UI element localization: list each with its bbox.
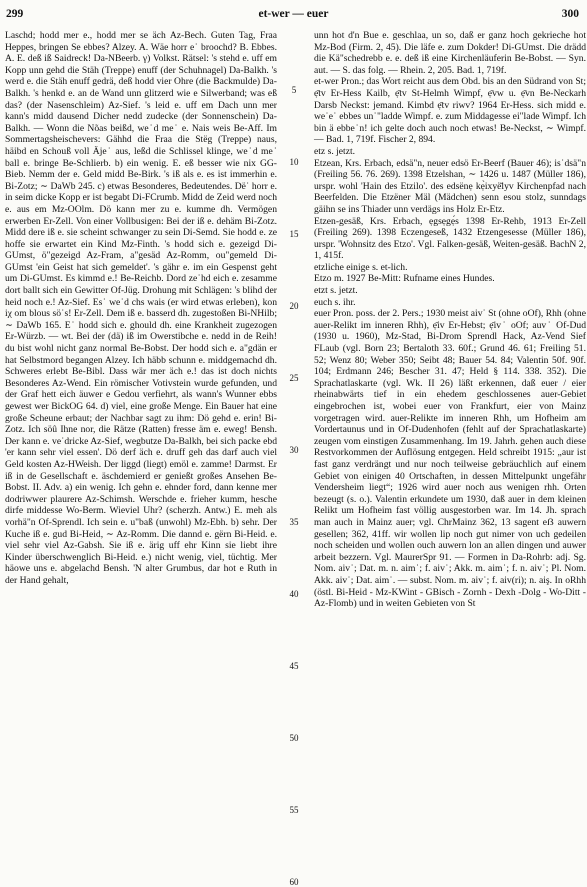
entry-etzen-gesaess: Etzen-gesäß, Krs. Erbach, ẹgsẹgẹ́s 1398 Er-Rehb, 1913 Er-Zell (Freiling 269). 1398 Eczengeseß, 1432 Etzengesesse (Müller 186), urspr. 'Wohnsitz des Etzo'. Vgl. Falken-gesäß, Weiten-gesäß. BachN 2, 1, 415f. <box>314 215 586 262</box>
line-number: 50 <box>289 733 299 743</box>
line-number: 30 <box>289 445 299 455</box>
entry-etzo: Etzo m. 1927 Be-Mitt: Rufname eines Hundes. <box>314 273 495 285</box>
left-column <box>5 30 277 587</box>
line-number-gutter <box>282 30 306 887</box>
right-column <box>314 30 586 610</box>
entry-euch: euch s. ihr. <box>314 296 356 308</box>
entry-etzean: Etzean, Krs. Erbach, edsä"n, neuer edsö Er-Beerf (Bauer 46); is˙dsä"n (Freiling 56. 76. 269). 1398 Etzelshan, ∼ 1426 u. 1487 (Müller 186), urspr. wohl 'Hain des Etzilo'. des edsënẹ kẹ̀ixyë̄lyv Kirchenpfad nach Beerfelden. Die Etzëner Mäl (Mädchen) senn esou stolz, sunndags gäihn se ins Thiader unn verdägs ins Holz Er-Etz. <box>314 157 586 215</box>
line-number: 45 <box>289 661 299 671</box>
line-number: 55 <box>289 805 299 815</box>
page-number-left: 299 <box>6 8 24 20</box>
line-number: 10 <box>289 157 299 167</box>
page-header <box>0 8 587 26</box>
line-number: 60 <box>289 877 299 887</box>
left-paragraph: Laschd; hodd mer e., hodd mer se äch Az-Bech. Guten Tag, Fraa Heppes, bringen Se ebbes? Alzey. A. Wäe horr e˙ broochd? B. Ebbes. A. E. deß iß Saidreck! Da-NBeerb. γ) Volkst. Rätsel: 's stehd e. uff em Kopp unn gehd die Stäh (Treppe) enuff (der Schuhnagel) Da-Balkh. 's werd e. die Stäh enuff gedrä, deß hodd vier Ohre (die Backmulde) Da-Balkh. 's henkd e. an de Wand unn glitzerd wie e Silwerband; was eß das? (der Nasenschleim) Az-Sief. 's leid e. uff em Dach unn mer kann's midd dausend Dicher nedd zudecke (der Sonnenschein) Da-Balkh. — Wonn die Nõas beißd, we˙d me˙ e. Nais weis Be-Aff. Im Sommertagsheischevers: Gähhd die Fraa die Stëg (Treppe) naus, häibd en Schouß voll Äje˙ aus, leßd die Schlissel klinge, we˙d me˙ ball e. bringe Be-Schlierb. b) ein wenig. E. eß besser wie nix GG-Bieb. Nemm der e. Geld midd Be-Birk. 's iß als e. es ist immerhin e. Bi-Zotz; ∼ DaWb 245. c) etwas Besonderes, Bedeutendes. Dë˙ horr e. in seim dicke Kopp er ist begabt Di-FCrumb. Midd de Zeid werd noch e. aus em Mz-OOlm. Dö kann mer zu e. kumme dh. Vermögen erwerben Er-Zell. Von einer Vollbusigen: Bei der iß e. dehäm Bi-Zotz. Midd dere iß e. sie scheint schwanger zu sein Di-Semd. Sie hodd e. ze hoffe sie erwartet ein Kind Mz-Finth. 's hodd sich e. gezeigd Di-GUmst, ö"gezeigd Az-Fram, a"gesäd Az-Romm, ou"gemeld Di-GUmst 'ein Geist hat sich gemeldet'. 's gähr e. im ein Gespenst geht um Di-GUmst. Es kimmd e.! Be-Reichb. Dord ze˙hd eich e. zesamme dort ballt sich ein Gewitter Of-Jüg. Drohung mit Schlägen: 's blihd der heid noch e.! Az-Sief. Es˙ we˙d chs wais (er wird etwas erleben), kon iχ om blous sö˙s! Er-Zell. Dem iß e. basserd dh. zugestoßen Bi-NHilb; ∼ DaWb 165. E˙ hodd sich e. ghould dh. eine Krankheit zugezogen Er-Würzb. — wt. Bei der (dä) iß im Owerstibche e. nedd in de Reih! du bist wohl nicht ganz normal Be-Bobst. Der hodd sich e. a"gdän er hat Selbstmord begangen Alzey. Ich häbb schunn e. middgemachd dh. Schweres erlebt Be-Bibl. Dass wär mer äch e.! das ist doch nichts Besonderes Az-Wend. Ein römischer Votivstein wurde gefunden, und der Graf hett eich äuwer e Gedou verfiehrt, als wann's Wunner ebbs gewest wer BickOG 64. d) viel, eine große Menge. Ein Bauer hat eine große Scheune erbaut; der Nachbar sagt zu ihm: Dö gehd e. erin! Bi-Zotz. Ich söû Ihne nor, die Rätze (Ratten) fresse äm e. eweg! Bensh. Der kann e. ve˙dricke Az-Sief, wegbutze Da-Balkh, bei sich packe ebd 'er kann sehr viel essen'. Dö derf äch e. druff geh das darf auch viel Geld kosten Az-HWeish. Der liggd (liegt) emöl e. zamme! Darmst. Er iß in de Gesellschaft e. äschdemierd er genießt großes Ansehen Be-Bobst. II. Adv. a) ein wenig. Ich gehn e. ehnder ford, dann kenne mer dodriwwer plaurere Az-Schimsh. Werschde e. frieher kumm, hesche dirfe middesse Wo-Berm. Wieviel Uhr? (scherzh. Antw.) E. meh als vorhä"n Of-Sprendl. Ich sein e. u"baß (unwohl) Mz-Ebh. b) sehr. Der Kuche iß e. gud Bi-Heid, ∼ Az-Romm. Die dannd e. gërn Bi-Heid. e. viel sehr viel Az-Gabsh. Sie iß e. ärig uff ehr Kinn sie liebt ihre Kinder überschwenglich Bi-Heid. e.) nicht wenig, viel, tüchtig. Mer häowe uns e. abgelachd Bensh. 'N alter Grumbus, dar hot e Ruth in der Hand gehalt, <box>5 30 277 586</box>
entry-etzt: etzt s. jetzt. <box>314 285 358 297</box>
line-number: 40 <box>289 589 299 599</box>
line-number: 15 <box>289 229 299 239</box>
line-number: 5 <box>291 85 297 95</box>
line-number: 25 <box>289 373 299 383</box>
line-number: 35 <box>289 517 299 527</box>
page-number-right: 300 <box>561 8 579 20</box>
entry-et-wer: et-wer Pron.; das Wort reicht aus dem Obd. bis an den Südrand von St; ẹ̄tv Er-Hess Kailb, ẹ̄tv St-Helmh Wimpf, ẹ̄vw u. ẹ̄vn Be-Neckarh Darsb Neckst: jemand. Kimbd ẹ̄tv riwv? 1964 Er-Hess. sich midd e. we˙e˙ ebbes un˙"ladde Wimpf. e. zum Middagesse ei"lade Wimpf. Ich bin ä ebbe˙n! ich gelte doch auch noch etwas! Be-Neckst, ∼ Wimpf. — Bad. 1, 719f. Fischer 2, 894. <box>314 76 586 146</box>
entry-etzliche: etzliche einige s. et-lich. <box>314 261 408 273</box>
entry-continuation: unn hot d'n Bue e. geschlaa, un so, daß er ganz hoch gekrieche hot Mz-Bod (Firm. 2, 45). Die läfe e. zum Dokder! Di-GUmst. Die drädd die Kä"schedrebb e. e. deß iß eine Kirchenläuferin Be-Bobst. — Syn. aut. — S. das folg. — Rhein. 2, 205. Bad. 1, 719f. <box>314 30 586 76</box>
entry-etz: etz s. jetzt. <box>314 145 356 157</box>
line-number: 20 <box>289 301 299 311</box>
running-title: et-wer — euer <box>258 8 329 20</box>
entry-euer: euer Pron. poss. der 2. Pers.; 1930 meist aiv˙ St (ohne oOf), Rhh (ohne auer-Relikt im inneren Rhh), ẹ̄iv Er-Hebst; ẹ̄iv˙ oOf; auv˙ Of-Dud (1930 u. 1960), Mz-Stad, Bi-Drom Sprendl Hack, Az-Vend Sief FLaub (vgl. Born 23; Bertaloth 33. 60f.; Grund 46. 61; Freiling 51. 52; Wenz 80; Weber 350; Seibt 48; Bauer 54. 84; Valentin 50f. 90f. 104; Erdmann 246; Bescher 31. 47; Held § 114. 338. 352). Die Sprachatlaskarte (vgl. Wk. II 26) läßt erkennen, daß euer / eier rheinabwärts tief in ein ehedem geschlossenes auer-Gebiet eingebrochen ist, wobei euer von Frankfurt, eier von Mainz vorgetragen wird. auer-Relikte im inneren Rhh, um Hofheim am Vordertaunus und in Of-Dudenhofen (fehlt auf der Sprachatlaskarte) zeugen vom einstigen Zusammenhang. Im 19. Jahrh. gehen auch diese Restvorkommen der Auflösung entgegen. Held schreibt 1915: „aur ist fast ganz verdrängt und nur noch teilweise gebräuchlich auf einem Gebiet von einigen 40 Ortschaften, in dessen Mittelpunkt ungefähr Vendersheim liegt“; 1926 wird auer noch aus wenigen rhh. Orten bezeugt (s. o.). Valentin erkundete um 1930, daß auer in dem kleinen Relikt um Hofheim fast völlig ausgestorben war. Im 14. Jh. sprach man auch in Mainz auer; vgl. ChrMainz 362, 13 sagent eẞ auwern gesellen; 362, 41ff. wir wollen lip noch gut nimer von uch gedeilen noch scheiden und wollen ouch auwern lon an allen dingen und auwer arbeit bezzern. Vgl. MaurerSpr 91. — Formen in Da-Rohrb: adj. Sg. Nom. aiv˙; Dat. m. n. aim˙; f. aiv˙; Akk. m. aim˙; f. n. aiv˙; Pl. Nom. Akk. aiv˙; Dat. aim˙. — subst. Nom. m. aiv˙; f. aiv(ri); n. aiş. In oRhh (östl. Bi-Heid - Mz-KWint - GBisch - Zornh - Dexh -Dolg - Wo-Ditt - Az-Flomb) und in weiten Gebieten von St <box>314 308 586 610</box>
